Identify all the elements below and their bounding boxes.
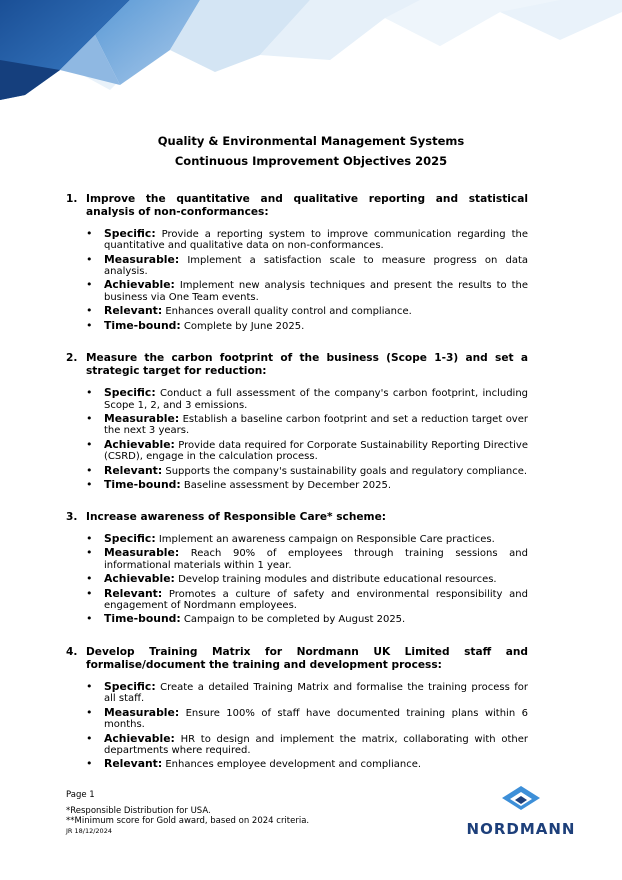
criterion-body <box>104 547 528 571</box>
criterion-label: Relevant: <box>104 757 163 771</box>
smart-criterion <box>86 533 528 546</box>
logo-wordmark: NORDMANN <box>466 820 576 838</box>
bullet-icon: • <box>86 278 93 292</box>
criterion-body <box>104 479 528 492</box>
objective-item <box>66 352 528 491</box>
nordmann-logo <box>456 786 586 842</box>
criterion-body <box>104 533 528 546</box>
smart-criterion <box>86 547 528 571</box>
header-banner <box>0 0 622 110</box>
objective-heading <box>66 352 528 378</box>
objective-heading <box>66 646 528 672</box>
criterion-label: Time-bound: <box>104 612 181 626</box>
smart-criterion <box>86 758 528 771</box>
bullet-icon: • <box>86 385 93 399</box>
criterion-text: HR to design and implement the matrix, collaborating with other departments where required. <box>104 733 528 757</box>
criterion-label: Time-bound: <box>104 477 181 491</box>
smart-criteria-list <box>86 228 528 333</box>
criterion-label: Relevant: <box>104 463 163 477</box>
smart-criterion <box>86 681 528 705</box>
criterion-text: Provide data required for Corporate Sustainability Reporting Directive (CSRD), engage in the calculation process. <box>104 439 528 463</box>
criterion-label: Time-bound: <box>104 318 181 332</box>
criterion-label: Achievable: <box>104 437 175 451</box>
smart-criterion <box>86 479 528 492</box>
criterion-body <box>104 733 528 757</box>
nordmann-diamond-logo-icon <box>502 786 540 816</box>
smart-criterion <box>86 733 528 757</box>
footnote-responsible-distribution: *Responsible Distribution for USA. <box>66 806 211 816</box>
bullet-icon: • <box>86 757 93 771</box>
criterion-text: Baseline assessment by December 2025. <box>183 479 392 491</box>
smart-criterion <box>86 305 528 318</box>
criterion-label: Measurable: <box>104 705 180 719</box>
document-title: Quality & Environmental Management Systems <box>157 134 465 148</box>
bullet-icon: • <box>86 731 93 745</box>
criterion-text: Enhances employee development and compliance. <box>165 759 422 771</box>
bullet-icon: • <box>86 463 93 477</box>
objective-title: Develop Training Matrix for Nordmann UK Limited staff and formalise/document the training and development process: <box>86 646 528 671</box>
criterion-body <box>104 465 528 478</box>
criterion-text: Campaign to be completed by August 2025. <box>183 614 406 626</box>
bullet-icon: • <box>86 705 93 719</box>
smart-criterion <box>86 613 528 626</box>
smart-criterion <box>86 439 528 463</box>
bullet-icon: • <box>86 437 93 451</box>
smart-criterion <box>86 387 528 411</box>
bullet-icon: • <box>86 318 93 332</box>
criterion-text: Ensure 100% of staff have documented training plans within 6 months. <box>104 707 528 731</box>
criterion-text: Implement a satisfaction scale to measure progress on data analysis. <box>104 254 528 278</box>
smart-criteria-list <box>86 533 528 626</box>
smart-criterion <box>86 279 528 303</box>
footnote-gold-award: **Minimum score for Gold award, based on 2024 criteria. <box>66 816 310 826</box>
bullet-icon: • <box>86 252 93 266</box>
objective-item <box>66 646 528 771</box>
smart-criterion <box>86 320 528 333</box>
criterion-text: Establish a baseline carbon footprint and set a reduction target over the next 3 years. <box>104 413 528 437</box>
criterion-body <box>104 254 528 278</box>
criterion-label: Relevant: <box>104 304 163 318</box>
bullet-icon: • <box>86 226 93 240</box>
objectives-list <box>66 193 528 791</box>
bullet-icon: • <box>86 572 93 586</box>
criterion-text: Conduct a full assessment of the company's carbon footprint, including Scope 1, 2, and 3 emissions. <box>104 387 529 411</box>
smart-criterion <box>86 413 528 437</box>
criterion-body <box>104 387 528 411</box>
criterion-label: Measurable: <box>104 411 180 425</box>
objective-item <box>66 193 528 332</box>
criterion-body <box>104 681 528 705</box>
criterion-text: Complete by June 2025. <box>183 320 305 332</box>
smart-criterion <box>86 254 528 278</box>
criterion-body <box>104 320 528 333</box>
criterion-text: Implement an awareness campaign on Responsible Care practices. <box>158 534 495 546</box>
criterion-label: Measurable: <box>104 252 180 266</box>
criterion-text: Reach 90% of employees through training sessions and informational materials within 1 year. <box>104 548 528 572</box>
smart-criteria-list <box>86 387 528 492</box>
criterion-label: Specific: <box>104 679 156 693</box>
criterion-body <box>104 758 528 771</box>
bullet-icon: • <box>86 546 93 560</box>
smart-criterion <box>86 707 528 731</box>
criterion-text: Develop training modules and distribute educational resources. <box>178 574 497 586</box>
bullet-icon: • <box>86 477 93 491</box>
page-number: Page 1 <box>66 790 95 800</box>
criterion-label: Achievable: <box>104 572 175 586</box>
objective-title: Measure the carbon footprint of the business (Scope 1-3) and set a strategic target for reduction: <box>86 352 528 378</box>
criterion-text: Enhances overall quality control and compliance. <box>165 306 412 318</box>
objective-title: Improve the quantitative and qualitative reporting and statistical analysis of non-conformances: <box>86 193 528 218</box>
criterion-body <box>104 588 528 612</box>
document-reference: JR 18/12/2024 <box>66 827 112 835</box>
bullet-icon: • <box>86 679 93 693</box>
bullet-icon: • <box>86 304 93 318</box>
criterion-text: Implement new analysis techniques and present the results to the business via One Team events. <box>104 280 528 304</box>
criterion-text: Promotes a culture of safety and environmental responsibility and engagement of Nordmann employees. <box>104 588 528 612</box>
criterion-label: Achievable: <box>104 731 175 745</box>
objective-number: 1. <box>66 193 78 205</box>
criterion-body <box>104 439 528 463</box>
criterion-body <box>104 279 528 303</box>
criterion-label: Specific: <box>104 385 156 399</box>
bullet-icon: • <box>86 586 93 600</box>
document-subtitle: Continuous Improvement Objectives 2025 <box>174 154 448 168</box>
criterion-body <box>104 707 528 731</box>
criterion-body <box>104 305 528 318</box>
smart-criterion <box>86 228 528 252</box>
objective-number: 3. <box>66 511 78 524</box>
criterion-text: Supports the company's sustainability goals and regulatory compliance. <box>165 465 528 477</box>
criterion-label: Specific: <box>104 532 156 546</box>
criterion-body <box>104 613 528 626</box>
criterion-body <box>104 228 528 252</box>
objective-title: Increase awareness of Responsible Care* scheme: <box>86 511 387 524</box>
smart-criterion <box>86 573 528 586</box>
criterion-body <box>104 573 528 586</box>
bullet-icon: • <box>86 411 93 425</box>
smart-criteria-list <box>86 681 528 771</box>
criterion-text: Create a detailed Training Matrix and formalise the training process for all staff. <box>104 681 528 705</box>
criterion-label: Measurable: <box>104 546 180 560</box>
smart-criterion <box>86 588 528 612</box>
objective-heading <box>66 193 528 219</box>
bullet-icon: • <box>86 532 93 546</box>
criterion-text: Provide a reporting system to improve communication regarding the quantitative and qualitative data on non-conformances. <box>104 228 528 252</box>
criterion-body <box>104 413 528 437</box>
objective-number: 2. <box>66 352 78 365</box>
smart-criterion <box>86 465 528 478</box>
criterion-label: Achievable: <box>104 278 175 292</box>
criterion-label: Relevant: <box>104 586 163 600</box>
objective-item <box>66 511 528 626</box>
objective-number: 4. <box>66 646 78 659</box>
objective-heading <box>66 511 528 524</box>
criterion-label: Specific: <box>104 226 156 240</box>
bullet-icon: • <box>86 612 93 626</box>
